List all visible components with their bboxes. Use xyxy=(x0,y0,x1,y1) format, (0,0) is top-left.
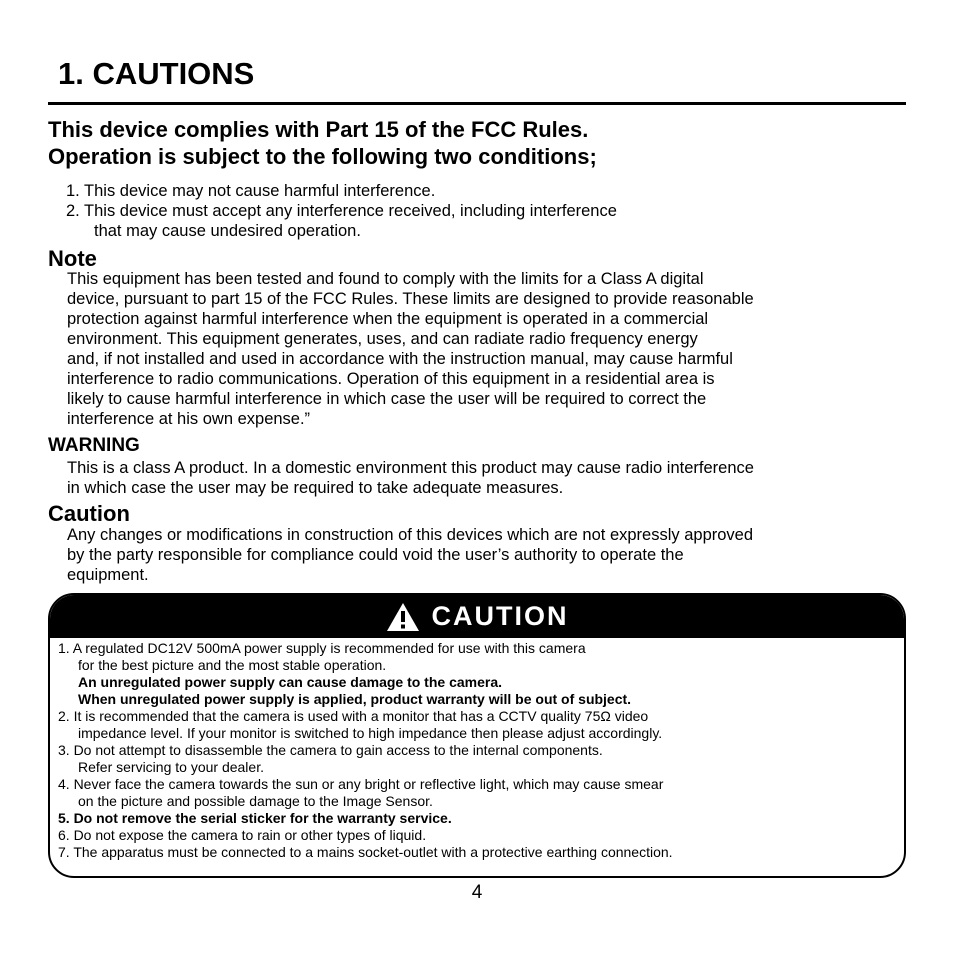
caution-box xyxy=(48,593,906,878)
caution-box-title: CAUTION xyxy=(431,601,569,631)
caution-line: Any changes or modifications in construction of this devices which are not expressly approved xyxy=(67,526,754,544)
caution-item: 7. The apparatus must be connected to a mains socket-outlet with a protective earthing connection. xyxy=(58,844,673,860)
warning-heading: WARNING xyxy=(48,435,140,456)
caution-item: 2. It is recommended that the camera is used with a monitor that has a CCTV quality 75Ω video xyxy=(58,708,649,724)
note-line: device, pursuant to part 15 of the FCC Rules. These limits are designed to provide reasonable xyxy=(67,290,754,308)
caution-item-emphasis: When unregulated power supply is applied, product warranty will be out of subject. xyxy=(78,691,632,707)
condition-item: 2. This device must accept any interference received, including interference xyxy=(66,202,617,220)
condition-item: 1. This device may not cause harmful interference. xyxy=(66,182,436,200)
warning-line: This is a class A product. In a domestic environment this product may cause radio interference xyxy=(67,459,754,477)
warning-body xyxy=(67,458,754,498)
caution-item-emphasis: An unregulated power supply can cause damage to the camera. xyxy=(78,674,503,690)
caution-line: by the party responsible for compliance could void the user’s authority to operate the xyxy=(67,546,684,564)
caution-box-list xyxy=(58,640,673,861)
caution-item-continued: Refer servicing to your dealer. xyxy=(78,759,264,775)
caution-item: 6. Do not expose the camera to rain or other types of liquid. xyxy=(58,827,427,843)
note-line: interference at his own expense.” xyxy=(67,410,311,428)
fcc-heading xyxy=(48,116,597,170)
note-line: This equipment has been tested and found to comply with the limits for a Class A digital xyxy=(67,270,704,288)
warning-line: in which case the user may be required to take adequate measures. xyxy=(67,479,564,497)
note-heading: Note xyxy=(48,246,97,271)
note-line: and, if not installed and used in accordance with the instruction manual, may cause harmful xyxy=(67,350,733,368)
note-line: environment. This equipment generates, uses, and can radiate radio frequency energy xyxy=(67,330,698,348)
condition-item-continued: that may cause undesired operation. xyxy=(94,222,361,240)
caution-body xyxy=(67,525,753,585)
caution-item: 1. A regulated DC12V 500mA power supply is recommended for use with this camera xyxy=(58,640,586,656)
fcc-heading-line: This device complies with Part 15 of the FCC Rules. xyxy=(48,117,589,142)
note-line: likely to cause harmful interference in which case the user will be required to correct the xyxy=(67,390,707,408)
fcc-conditions xyxy=(66,181,617,241)
caution-item: 4. Never face the camera towards the sun or any bright or reflective light, which may cause smear xyxy=(58,776,664,792)
caution-item-continued: impedance level. If your monitor is switched to high impedance then please adjust accordingly. xyxy=(78,725,663,741)
title-divider xyxy=(48,102,906,105)
note-line: interference to radio communications. Operation of this equipment in a residential area is xyxy=(67,370,715,388)
note-line: protection against harmful interference when the equipment is operated in a commercial xyxy=(67,310,709,328)
note-body xyxy=(67,269,917,429)
page-title: 1. CAUTIONS xyxy=(58,56,255,91)
caution-line: equipment. xyxy=(67,566,149,584)
caution-item-continued: for the best picture and the most stable operation. xyxy=(78,657,387,673)
caution-heading: Caution xyxy=(48,501,130,526)
fcc-heading-line: Operation is subject to the following two conditions; xyxy=(48,144,597,169)
caution-box-header xyxy=(50,595,904,638)
caution-item-emphasis: 5. Do not remove the serial sticker for the warranty service. xyxy=(58,810,452,826)
caution-item: 3. Do not attempt to disassemble the camera to gain access to the internal components. xyxy=(58,742,603,758)
warning-triangle-icon xyxy=(386,602,420,632)
page-number: 4 xyxy=(471,882,483,903)
caution-item-continued: on the picture and possible damage to the Image Sensor. xyxy=(78,793,433,809)
